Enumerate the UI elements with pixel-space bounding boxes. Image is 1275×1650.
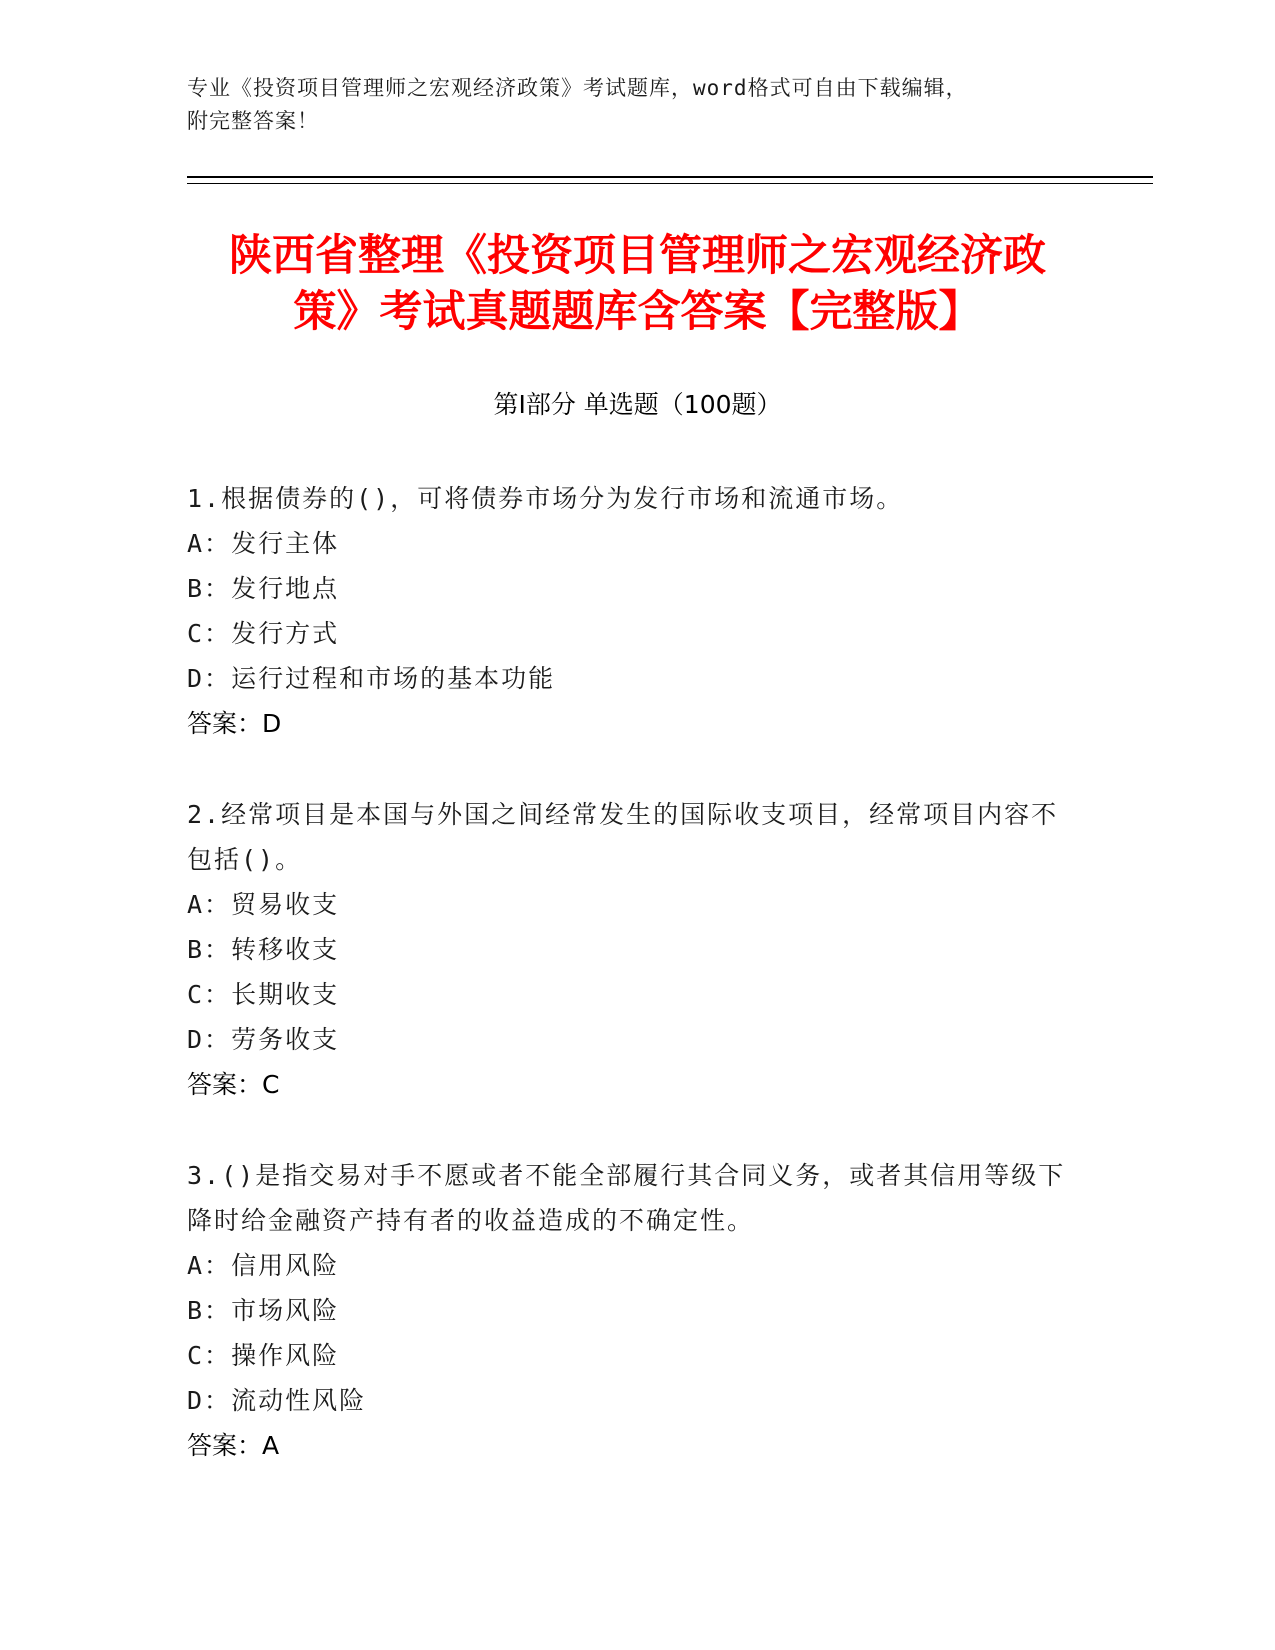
option-text: 劳务收支 [231,1025,340,1054]
option-c [187,972,1067,1017]
option-b [187,1288,1067,1333]
option-text: 发行主体 [231,529,340,558]
question-2 [187,792,1067,1107]
option-letter: A： [187,890,232,919]
option-c [187,611,1067,656]
option-letter: C： [187,980,232,1009]
question-stem: 1.根据债券的()，可将债券市场分为发行市场和流通市场。 [187,484,904,513]
option-letter: A： [187,1251,232,1280]
option-text: 发行方式 [231,619,340,648]
option-letter: C： [187,1341,232,1370]
intro-text [187,72,1087,138]
option-text: 发行地点 [231,574,340,603]
question-3 [187,1153,1067,1468]
option-letter: B： [187,1296,232,1325]
option-letter: C： [187,619,232,648]
option-letter: D： [187,1386,232,1415]
header-divider-thick [187,176,1153,178]
option-c [187,1333,1067,1378]
question-list [187,476,1067,1514]
option-letter: B： [187,935,232,964]
option-a [187,521,1067,566]
answer-label: 答案：D [187,709,282,738]
intro-line-2: 附完整答案！ [187,109,319,133]
document-title [150,228,1125,340]
option-text: 运行过程和市场的基本功能 [231,664,556,693]
question-1 [187,476,1067,746]
option-text: 流动性风险 [231,1386,367,1415]
option-text: 转移收支 [231,935,340,964]
option-letter: D： [187,1025,232,1054]
answer-label: 答案：A [187,1431,280,1460]
option-d [187,1017,1067,1062]
option-text: 贸易收支 [231,890,340,919]
title-line-2: 策》考试真题题库含答案【完整版】 [293,287,982,337]
header-divider-thin [187,183,1153,184]
question-stem: 2.经常项目是本国与外国之间经常发生的国际收支项目，经常项目内容不包括()。 [187,800,1059,874]
intro-line-1: 专业《投资项目管理师之宏观经济政策》考试题库，word格式可自由下载编辑， [187,76,968,100]
option-letter: B： [187,574,232,603]
option-text: 长期收支 [231,980,340,1009]
question-stem: 3.()是指交易对手不愿或者不能全部履行其合同义务，或者其信用等级下降时给金融资产持有者的收益造成的不确定性。 [187,1161,1066,1235]
option-a [187,1243,1067,1288]
option-text: 市场风险 [231,1296,340,1325]
option-a [187,882,1067,927]
answer-label: 答案：C [187,1070,280,1099]
option-d [187,1378,1067,1423]
option-text: 信用风险 [231,1251,340,1280]
option-b [187,927,1067,972]
option-letter: A： [187,529,232,558]
option-d [187,656,1067,701]
option-text: 操作风险 [231,1341,340,1370]
option-letter: D： [187,664,232,693]
option-b [187,566,1067,611]
section-heading: 第Ⅰ部分 单选题（100题） [493,390,782,419]
title-line-1: 陕西省整理《投资项目管理师之宏观经济政 [229,231,1046,281]
